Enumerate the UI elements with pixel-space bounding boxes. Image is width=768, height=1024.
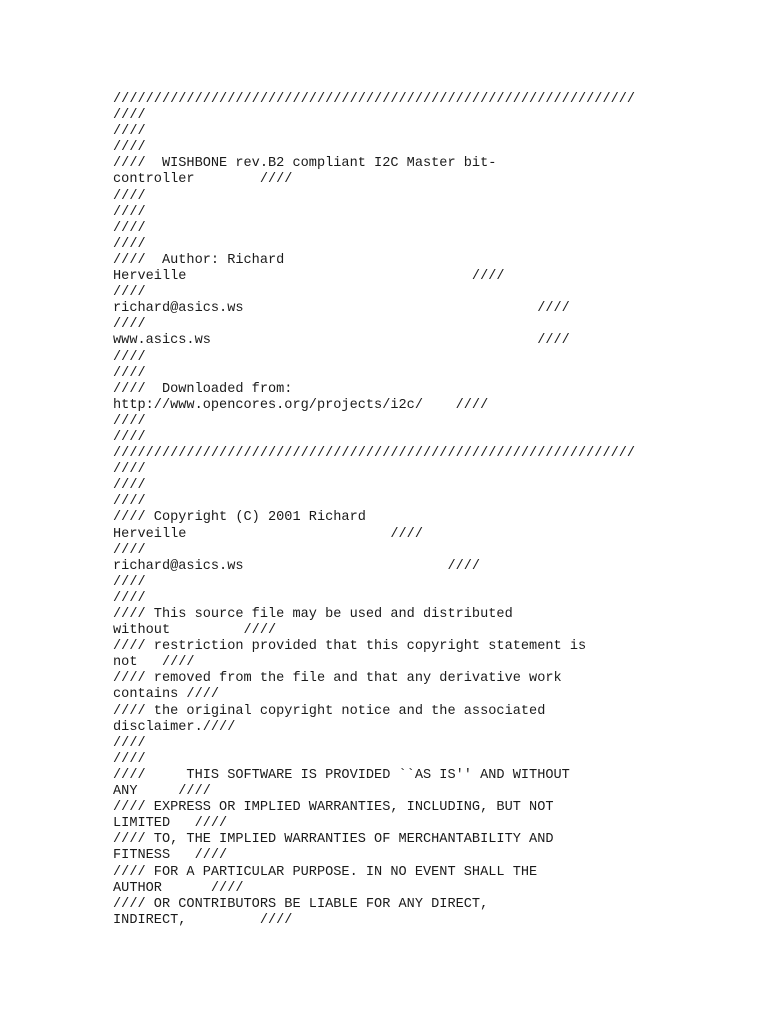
text-line: Herveille ////	[113, 526, 423, 542]
text-line: //// the original copyright notice and the associated	[113, 703, 546, 719]
text-line: ANY ////	[113, 784, 211, 800]
text-line: //// removed from the file and that any derivative work	[113, 671, 562, 687]
text-line: LIMITED ////	[113, 816, 228, 832]
text-line: ////	[113, 494, 146, 510]
text-line: ////	[113, 349, 146, 365]
text-line: ////	[113, 574, 146, 590]
text-line: ////	[113, 108, 146, 124]
text-line: ////	[113, 124, 146, 140]
text-line: ////	[113, 413, 146, 429]
text-line: //// restriction provided that this copyright statement is	[113, 639, 587, 655]
text-line: ////	[113, 429, 146, 445]
text-line: ////	[113, 478, 146, 494]
text-line: INDIRECT, ////	[113, 912, 293, 928]
text-line: ////	[113, 735, 146, 751]
text-line: FITNESS ////	[113, 848, 228, 864]
text-line: ////	[113, 751, 146, 767]
document-page	[113, 92, 673, 929]
text-line: Herveille ////	[113, 269, 505, 285]
text-line: http://www.opencores.org/projects/i2c/ ////	[113, 397, 489, 413]
text-line: ////	[113, 365, 146, 381]
text-line: richard@asics.ws ////	[113, 558, 481, 574]
text-line: disclaimer.////	[113, 719, 236, 735]
text-line: ////	[113, 285, 146, 301]
text-line: ////	[113, 236, 146, 252]
text-line: //// TO, THE IMPLIED WARRANTIES OF MERCHANTABILITY AND	[113, 832, 554, 848]
text-line: www.asics.ws ////	[113, 333, 570, 349]
text-line: ////	[113, 188, 146, 204]
text-line: //// Author: Richard	[113, 252, 285, 268]
text-line: //// This source file may be used and distributed	[113, 607, 513, 622]
text-line: controller ////	[113, 172, 293, 188]
text-line: //// Downloaded from:	[113, 381, 293, 397]
text-line: without ////	[113, 623, 277, 639]
text-line: ////////////////////////////////////////////////////////////////	[113, 446, 636, 462]
text-line: //// EXPRESS OR IMPLIED WARRANTIES, INCLUDING, BUT NOT	[113, 800, 554, 816]
text-line: ////////////////////////////////////////////////////////////////	[113, 92, 636, 107]
text-line: not ////	[113, 655, 195, 671]
text-line: //// WISHBONE rev.B2 compliant I2C Master bit-	[113, 156, 497, 172]
text-line: //// Copyright (C) 2001 Richard	[113, 510, 366, 526]
text-line: ////	[113, 220, 146, 236]
text-line: ////	[113, 140, 146, 156]
text-line: contains ////	[113, 687, 220, 703]
text-line: ////	[113, 317, 146, 333]
text-line: ////	[113, 204, 146, 220]
text-line: ////	[113, 542, 146, 558]
text-line: //// OR CONTRIBUTORS BE LIABLE FOR ANY DIRECT,	[113, 896, 489, 912]
text-line: //// THIS SOFTWARE IS PROVIDED ``AS IS'' AND WITHOUT	[113, 767, 570, 783]
text-line: AUTHOR ////	[113, 880, 244, 896]
text-line: ////	[113, 590, 146, 606]
text-line: ////	[113, 462, 146, 478]
text-line: richard@asics.ws ////	[113, 301, 570, 317]
text-line: //// FOR A PARTICULAR PURPOSE. IN NO EVENT SHALL THE	[113, 864, 538, 880]
